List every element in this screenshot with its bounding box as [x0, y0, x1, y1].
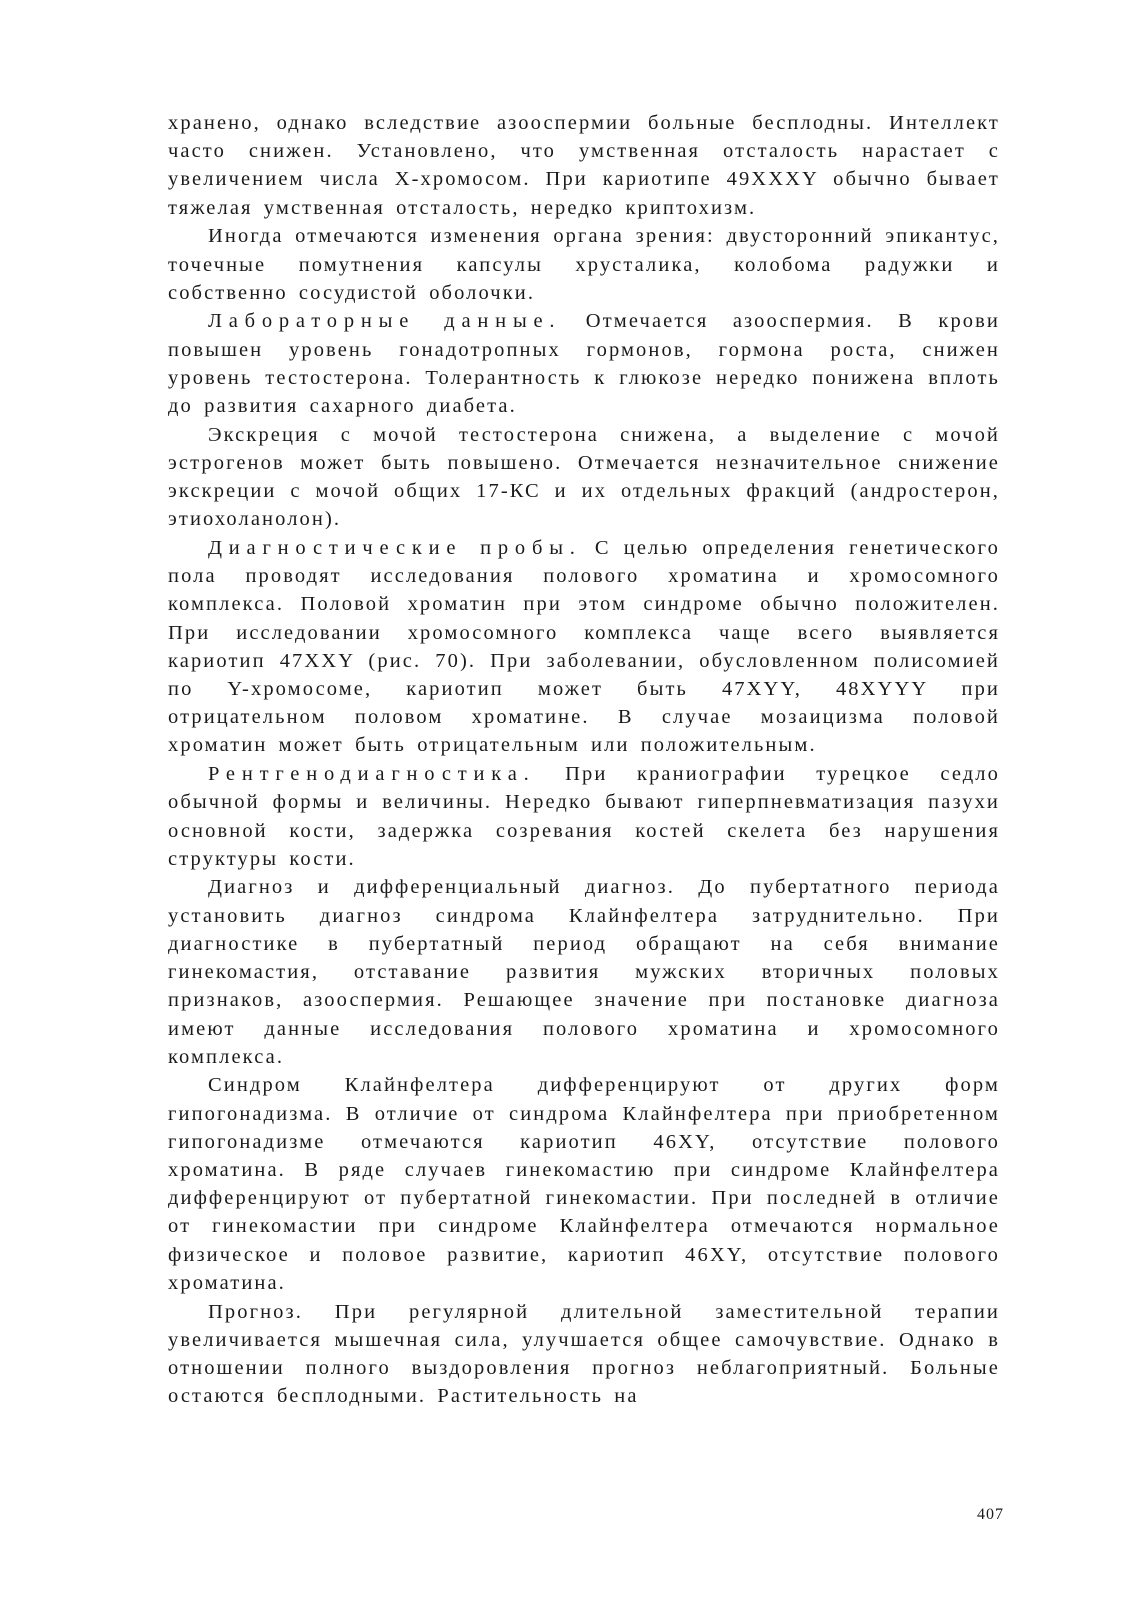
section-heading-diagnostic-tests: Диагностические пробы. [208, 537, 582, 560]
paragraph-4 [168, 421, 1000, 534]
paragraph-6-text: При краниографии турецкое седло обычной формы и величины. Нередко бывают гиперпневматизация пазухи основной кости, задержка созревания костей скелета без нарушения структуры кости. [168, 763, 1000, 870]
paragraph-1 [168, 109, 1000, 222]
page-number: 407 [977, 1506, 1004, 1523]
paragraph-3-text: Отмечается азооспермия. В крови повышен уровень гонадотропных гормонов, гормона роста, снижен уровень тестостерона. Толерантность к глюкозе нередко понижена вплоть до развития сахарного диабета. [168, 310, 1001, 418]
paragraph-7-text: Диагноз и дифференциальный диагноз. До пубертатного периода установить диагноз синдрома Клайнфелтера затруднительно. При диагностике в пубертатный период обращают на себя внимание гинекомастия, отставание развития мужских вторичных половых признаков, азооспермия. Решающее значение при постановке диагноза имеют данные исследования полового хроматина и хромосомного комплекса. [168, 876, 1000, 1068]
paragraph-1-text: хранено, однако вследствие азооспермии больные бесплодны. Интеллект часто снижен. Установлено, что умственная отсталость нарастает с увеличением числа X-хромосом. При кариотипе 49XXXY обычно бывает тяжелая умственная отсталость, нередко криптохизм. [168, 112, 1000, 219]
paragraph-5-text: С целью определения генетического пола проводят исследования полового хроматина и хромосомного комплекса. Половой хроматин при этом синдроме обычно положителен. При исследовании хромосомного комплекса чаще всего выявляется кариотип 47XXY (рис. 70). При заболевании, обусловленном полисомией по Y-хромосоме, кариотип может быть 47XYY, 48XYYY при отрицательном половом хроматине. В случае мозаицизма половой хроматин может быть отрицательным или положительным. [168, 537, 1001, 757]
paragraph-8-text: Синдром Клайнфелтера дифференцируют от других форм гипогонадизма. В отличие от синдрома Клайнфелтера при приобретенном гипогонадизме отмечаются кариотип 46XY, отсутствие полового хроматина. В ряде случаев гинекомастию при синдроме Клайнфелтера дифференцируют от пубертатной гинекомастии. При последней в отличие от гинекомастии при синдроме Клайнфелтера отмечаются нормальное физическое и половое развитие, кариотип 46XY, отсутствие полового хроматина. [168, 1074, 1000, 1294]
paragraph-7 [168, 873, 1000, 1070]
section-heading-radiology: Рентгенодиагностика. [208, 763, 536, 786]
paragraph-9-text: Прогноз. При регулярной длительной заместительной терапии увеличивается мышечная сила, улучшается общее самочувствие. Однако в отношении полного выздоровления прогноз неблагоприятный. Больные остаются бесплодными. Растительность на [168, 1300, 1000, 1408]
paragraph-3 [168, 307, 1000, 420]
paragraph-9 [168, 1298, 1000, 1411]
paragraph-6 [168, 760, 1000, 873]
page-body [168, 109, 1000, 1410]
paragraph-2-text: Иногда отмечаются изменения органа зрения: двусторонний эпикантус, точечные помутнения капсулы хрусталика, колобома радужки и собственно сосудистой оболочки. [168, 225, 1000, 304]
paragraph-4-text: Экскреция с мочой тестостерона снижена, а выделение с мочой эстрогенов может быть повышено. Отмечается незначительное снижение экскреции с мочой общих 17-КС и их отдельных фракций (андростерон, этиохоланолон). [168, 423, 1000, 531]
paragraph-8 [168, 1071, 1000, 1297]
section-heading-lab-data: Лабораторные данные. [208, 310, 562, 333]
paragraph-5 [168, 534, 1000, 760]
paragraph-2 [168, 222, 1000, 307]
